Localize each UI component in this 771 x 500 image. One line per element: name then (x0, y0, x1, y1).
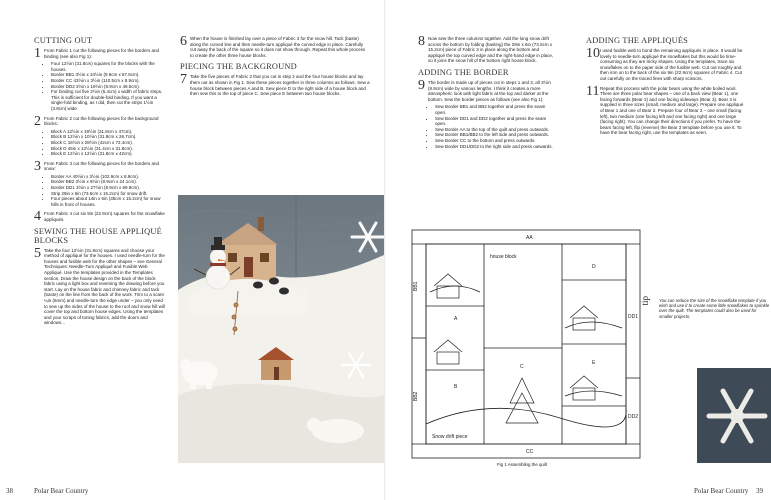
step-10 (586, 48, 744, 82)
diagram-label-bb1: BB1 (413, 281, 419, 291)
heading-adding-appliques: ADDING THE APPLIQUÉS (586, 36, 689, 45)
list-item: • Strip 29in x 6in (73.6cm x 15.2cm) for snow drift. (51, 191, 166, 197)
assembly-diagram-drawing (410, 228, 642, 460)
diagram-label-aa: AA (526, 235, 533, 241)
snowflake-icon (697, 368, 771, 463)
running-footer-left: Polar Bear Country (34, 487, 89, 495)
step-6 (180, 36, 370, 58)
list-item: • Four 12½in (31.8cm) squares for the blocks with the houses. (51, 61, 166, 72)
step-text: Take the five pieces of Fabric 2 that you cut in step 2 and the four house blocks and lay them out as shown in Fig 1. Sew these pieces together in three columns as follows. Sew a house block between pieces A and B. Sew piece D to the right side of a house block and then sew this to the top of piece C. Sew piece E between two house blocks. (190, 74, 370, 97)
list-item: • Border DD1 3½in x 27½in (8.9cm x 69.9cm). (51, 185, 166, 191)
step-1 (34, 48, 166, 112)
heading-piecing-background: PIECING THE BACKGROUND (180, 62, 297, 72)
left-page-column-1 (34, 36, 166, 330)
quilt-photo-image (178, 195, 384, 463)
step-number: 11 (586, 83, 600, 99)
diagram-label-d: D (592, 264, 596, 270)
step-number: 9 (418, 77, 425, 93)
tip-label: tip (640, 296, 650, 306)
step-number: 4 (34, 209, 41, 225)
diagram-label-a: A (454, 316, 458, 322)
diagram-label-c: C (520, 364, 524, 370)
assembly-diagram (410, 228, 642, 460)
right-page-column-2 (586, 36, 744, 140)
list-item: • Sew Border BB1 and BB2 together and press the seam open. (435, 104, 554, 115)
step-number: 5 (34, 245, 41, 261)
diagram-label-bb2: BB2 (413, 391, 419, 401)
tip-text: You can reduce the size of the snowflake template if you wish and use it to create some little snowflakes to sprinkle over the quilt. The templates could also be used for smaller projects. (659, 298, 770, 319)
page-number-right: 39 (756, 487, 763, 495)
step-3 (34, 158, 166, 208)
quilt-photo (178, 195, 384, 463)
list-item: • Sew Border DD1/DD2 to the right side and press outwards. (435, 144, 554, 150)
step-list (44, 61, 166, 111)
step-text: I used fusible web to bond the remaining appliqués in place. It would be lovely to needle-turn appliqué the snowflakes but this would be time-consuming as they are tricky shapes. Using the templates, trace six snowflakes on to the paper side of the fusible web. Cut out roughly and then iron on to the back of the six 9in (22.9cm) squares of Fabric 4. Cut out carefully on the traced lines with sharp scissors. (600, 48, 743, 81)
list-item: • Border DD2 3½in x 19½in (8.9cm x 49.5cm). (51, 84, 166, 90)
step-number: 10 (586, 46, 600, 61)
list-item: • Sew Border DD1 and DD2 together and press the seam open. (435, 116, 554, 127)
list-item: • Block D 45in x 12½in (31.4cm x 31.8cm). (51, 146, 166, 152)
step-text: From Fabric 4 cut six 9in (22.9cm) squares for the snowflake appliqués. (44, 211, 165, 223)
list-item: • For binding cut five 2½in (6.4cm) x width of fabric strips. This is sufficient for double-fold binding. If you want a single-fold binding, as I did, then cut the strips 1½in (3.8cm) wide. (51, 89, 166, 111)
step-list (428, 104, 554, 149)
left-page-column-2 (180, 36, 370, 101)
step-number: 2 (34, 113, 41, 129)
tip-box (640, 296, 771, 319)
list-item: • Block E 12½in x 12½in (31.8cm x 42cm). (51, 151, 166, 157)
list-item: • Sew Border CC to the bottom and press outwards. (435, 138, 554, 144)
list-item: • Sew Border BB1/BB2 to the left side and press outwards. (435, 132, 554, 138)
step-text: From Fabric 1 cut the following pieces for the borders and binding (see also Fig 1): (44, 48, 160, 59)
list-item: • Block C 16½in x 28½in (42cm x 72.4cm). (51, 140, 166, 146)
diagram-label-b: B (454, 384, 458, 390)
list-item: • Sew Border AA to the top of the quilt and press outwards. (435, 127, 554, 133)
list-item: • Block A 12½in x 18½in (31.8cm x 47cm). (51, 129, 166, 135)
step-8 (418, 36, 554, 64)
step-number: 6 (180, 34, 187, 49)
left-page (0, 0, 385, 500)
diagram-label-house-block: house block (490, 254, 517, 260)
step-text: The border is made up of pieces cut in steps 1 and 3, all 3½in (8.9cm) wide by various lengths. I think it creates a more atmospheric look with light fabric at the top and darker at the bottom. Sew the border pieces as follows (see also Fig 1): (428, 79, 551, 102)
heading-sewing-house-blocks: SEWING THE HOUSE APPLIQUÉ BLOCKS (34, 226, 162, 245)
list-item: • Border CC 43½in x 3½in (110.5cm x 8.9cm). (51, 78, 166, 84)
step-number: 7 (180, 72, 187, 88)
diagram-label-cc: CC (526, 449, 534, 455)
diagram-label-dd1: DD1 (628, 314, 639, 320)
step-11 (586, 83, 744, 136)
diagram-label-dd2: DD2 (628, 414, 639, 420)
step-number: 8 (418, 34, 425, 49)
step-text: Now sew the three columns together. Add the long snow drift across the bottom by folding (basting) the 29in x 6in (73.6cm x 15.2cm) piece of Fabric 3 in place along the bottom and appliqué the top curved edge and the right-hand edge in place, so it joins the snow hill of the bottom right house block. (428, 36, 554, 64)
page-number-left: 38 (6, 487, 13, 495)
step-9 (418, 77, 554, 149)
list-item: • Border BB2 3½in x 9½in (8.9cm x 24.1cm). (51, 179, 166, 185)
list-item: • Four pieces about 14in x 6in (35cm x 15.2cm) for snow hills in front of houses. (51, 196, 166, 207)
step-number: 1 (34, 46, 41, 61)
running-footer-right: Polar Bear Country (694, 487, 749, 495)
snowflake-photo (697, 368, 771, 463)
step-text: Repeat this process with the polar bears using the white boiled wool. There are three polar bear shapes – one of a back view (Bear 1), one facing forwards (Bear 2) and one facing sideways (Bear 3). Bear 3 is supplied in three sizes (small, medium and large). Prepare one appliqué of Bear 1 and one of Bear 2. Prepare four of Bear 3 – one small (facing left), two medium (one facing left and one facing right) and one large (facing right). You can change their directions if you prefer. To have the bears facing left, flip (reverse) the Bear 3 template before you use it. To have the bear facing right, use the templates as seen. (600, 85, 744, 136)
step-4 (34, 209, 166, 225)
step-5 (34, 245, 166, 326)
figure-caption: Fig 1 Assembling the quilt (497, 462, 548, 467)
list-item: • Border BB1 3½in x 34½in (8.9cm x 87.6cm). (51, 72, 166, 78)
step-2 (34, 113, 166, 157)
heading-adding-border: ADDING THE BORDER (418, 67, 509, 77)
list-item: • Border AA 40½in x 3½in (102.9cm x 8.9cm). (51, 174, 166, 180)
step-text: When the house is finished lay over a piece of Fabric 3 for the snow hill. Tack (baste) along the curved line and then needle-turn appliqué the curved edge in place. Carefully cut away the back of the square so it does not show through. Repeat this whole process to create the other three house blocks. (190, 36, 366, 58)
list-item: • Block B 12½in x 10½in (31.8cm x 26.7cm). (51, 134, 166, 140)
step-7 (180, 74, 370, 96)
step-text: From Fabric 2 cut the following pieces for the background blocks: (44, 115, 159, 127)
step-text: From Fabric 3 cut the following pieces for the borders and snow: (44, 160, 160, 172)
step-list (44, 129, 166, 157)
step-number: 3 (34, 158, 41, 174)
right-page-column-1 (418, 36, 554, 153)
diagram-label-snow-drift: Snow drift piece (432, 434, 468, 440)
step-list (44, 174, 166, 208)
step-text: Take the four 12½in (31.8cm) squares and choose your method of appliqué for the houses. I used needle-turn for the houses and fusible web for the other shapes – see General Techniques: Needle-Turn Appliqué and Fusible Web Appliqué. Use the templates provided in the Templates section. Draw the house design on the back of the block fabric using a light box and reversing the drawing before you start. Lay on the house fabric and chimney fabric and tack (baste) on the line from the back of the work. Trim to a scant ¼in (6mm) and needle-turn the edge under – you only need to sew up the sides of the house to the roof and snow hill will cover the top and bottom house edges. Using the templates and your scraps of toning fabrics, add the doors and windows... (44, 247, 165, 326)
diagram-label-e: E (592, 360, 596, 366)
heading-cutting-out: CUTTING OUT (34, 36, 93, 45)
